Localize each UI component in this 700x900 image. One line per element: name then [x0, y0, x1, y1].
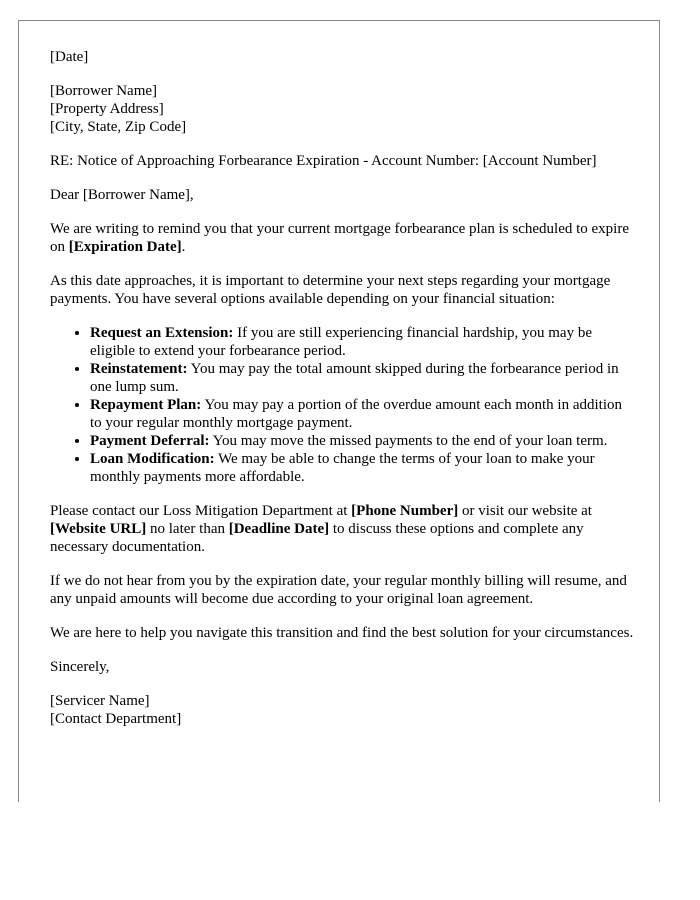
property-address: [Property Address]	[50, 101, 164, 117]
option-text: If you are still experiencing financial hardship, you may be eligible to extend your forbearance period.	[90, 325, 592, 359]
contact-department: [Contact Department]	[50, 711, 182, 727]
salutation: Dear [Borrower Name],	[50, 187, 194, 203]
expiration-date: [Expiration Date]	[68, 239, 182, 255]
paragraph-reminder	[50, 220, 635, 256]
reminder-period: .	[181, 239, 186, 255]
option-title: Loan Modification:	[90, 451, 215, 467]
option-title: Request an Extension:	[90, 325, 234, 341]
paragraph-help: We are here to help you navigate this transition and find the best solution for your circumstances.	[50, 625, 634, 641]
reminder-text: We are writing to remind you that your current mortgage forbearance plan is scheduled to expire on	[50, 221, 629, 255]
salutation-block	[50, 186, 659, 204]
paragraph-options-intro: As this date approaches, it is important to determine your next steps regarding your mortgage payments. You have several options available depending on your financial situation:	[50, 273, 611, 307]
closing: Sincerely,	[50, 659, 110, 675]
contact-text: Please contact our Loss Mitigation Department at	[50, 503, 352, 519]
contact-text: no later than	[146, 521, 229, 537]
city-state-zip: [City, State, Zip Code]	[50, 119, 187, 135]
option-title: Payment Deferral:	[90, 433, 210, 449]
paragraph-billing-resume: If we do not hear from you by the expiration date, your regular monthly billing will resume, and any unpaid amounts will become due according to your original loan agreement.	[50, 573, 627, 607]
letter-page	[18, 20, 660, 802]
options-list	[50, 324, 635, 486]
closing-block	[50, 658, 659, 676]
list-item	[90, 360, 635, 396]
option-text: We may be able to change the terms of your loan to make your monthly payments more affordable.	[90, 451, 595, 485]
list-item	[90, 396, 635, 432]
website-url: [Website URL]	[50, 521, 147, 537]
date-block	[50, 48, 659, 66]
list-item	[90, 324, 635, 360]
option-text: You may move the missed payments to the end of your loan term.	[209, 433, 608, 449]
list-item	[90, 450, 635, 486]
subject-line: RE: Notice of Approaching Forbearance Expiration - Account Number: [Account Number]	[50, 153, 597, 169]
option-text: You may pay a portion of the overdue amount each month in addition to your regular monthly mortgage payment.	[90, 397, 623, 431]
phone-number: [Phone Number]	[351, 503, 459, 519]
signature-block	[50, 692, 659, 728]
recipient-address-block	[50, 82, 659, 136]
deadline-date: [Deadline Date]	[228, 521, 330, 537]
contact-text: to discuss these options and complete any necessary documentation.	[50, 521, 584, 555]
letter-date: [Date]	[50, 49, 89, 65]
paragraph-contact	[50, 502, 635, 556]
servicer-name: [Servicer Name]	[50, 693, 150, 709]
list-item	[90, 432, 635, 450]
option-title: Reinstatement:	[90, 361, 188, 377]
option-text: You may pay the total amount skipped during the forbearance period in one lump sum.	[90, 361, 619, 395]
borrower-name: [Borrower Name]	[50, 83, 158, 99]
contact-text: or visit our website at	[458, 503, 592, 519]
subject-line-block	[50, 152, 659, 170]
option-title: Repayment Plan:	[90, 397, 202, 413]
